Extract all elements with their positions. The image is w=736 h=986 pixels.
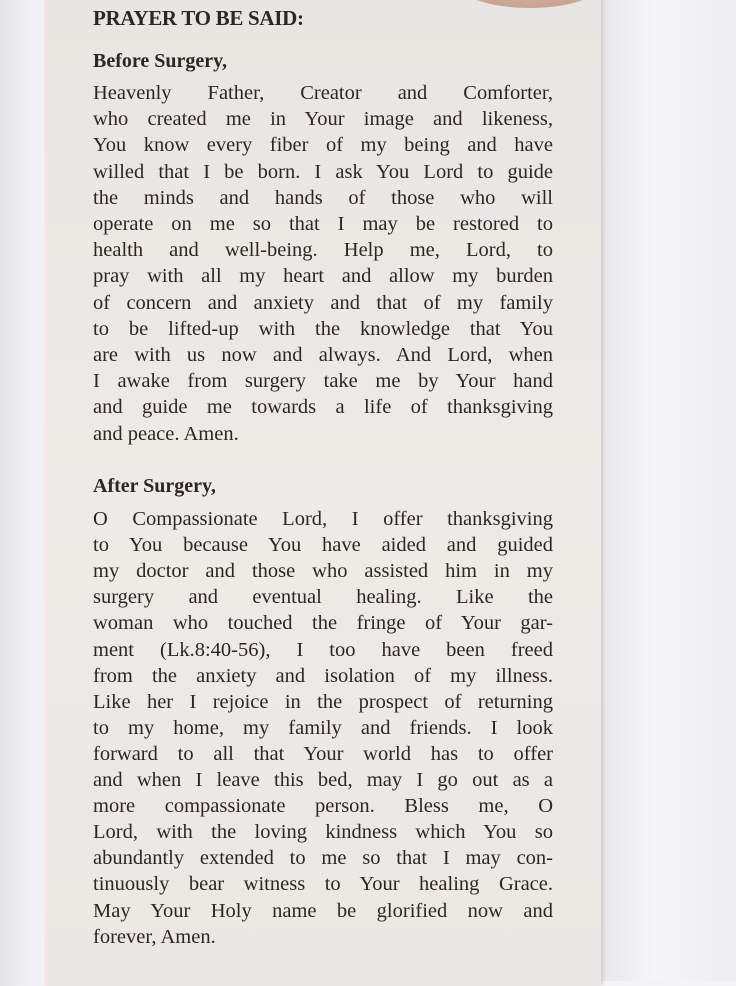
prayer-line: pray with all my heart and allow my burden: [93, 265, 553, 288]
prayer-line: You know every fiber of my being and have: [93, 134, 553, 157]
prayer-line: to be lifted-up with the knowledge that You: [93, 317, 553, 340]
prayer-line: and guide me towards a life of thanksgiving: [93, 396, 553, 419]
before-surgery-heading: Before Surgery,: [93, 50, 228, 72]
prayer-line: to You because You have aided and guided: [93, 534, 553, 557]
prayer-line: Lord, with the loving kindness which You so: [93, 821, 553, 844]
prayer-line: health and well-being. Help me, Lord, to: [93, 239, 553, 262]
background-cloth: [600, 0, 736, 981]
prayer-line: and when I leave this bed, may I go out as a: [93, 769, 553, 791]
prayer-line: of concern and anxiety and that of my family: [93, 291, 553, 314]
prayer-line: I awake from surgery take me by Your hand: [93, 370, 553, 393]
prayer-line: operate on me so that I may be restored to: [93, 213, 553, 235]
prayer-line: from the anxiety and isolation of my illness.: [93, 664, 553, 687]
prayer-line: May Your Holy name be glorified now and: [93, 899, 553, 922]
prayer-line: O Compassionate Lord, I offer thanksgiving: [93, 508, 553, 530]
prayer-line: Heavenly Father, Creator and Comforter,: [93, 82, 553, 104]
prayer-line: forward to all that Your world has to offer: [93, 742, 553, 765]
prayer-line: willed that I be born. I ask You Lord to guide: [93, 160, 553, 183]
card-title: PRAYER TO BE SAID:: [93, 6, 304, 30]
prayer-line: the minds and hands of those who will: [93, 186, 553, 209]
prayer-line: forever, Amen.: [93, 925, 216, 948]
prayer-line: Like her I rejoice in the prospect of returning: [93, 690, 553, 713]
prayer-line: are with us now and always. And Lord, when: [93, 344, 553, 366]
prayer-line: and peace. Amen.: [93, 422, 239, 445]
prayer-line: surgery and eventual healing. Like the: [93, 586, 553, 609]
prayer-line: woman who touched the fringe of Your gar-: [93, 612, 553, 635]
prayer-line: more compassionate person. Bless me, O: [93, 795, 553, 818]
prayer-line: ment (Lk.8:40-56), I too have been freed: [93, 638, 553, 661]
prayer-line: my doctor and those who assisted him in my: [93, 560, 553, 583]
prayer-line: to my home, my family and friends. I look: [93, 716, 553, 739]
prayer-line: abundantly extended to me so that I may con-: [93, 847, 553, 870]
prayer-line: who created me in Your image and likeness,: [93, 108, 553, 131]
prayer-line: tinuously bear witness to Your healing Grace.: [93, 873, 553, 896]
after-surgery-heading: After Surgery,: [93, 475, 216, 497]
